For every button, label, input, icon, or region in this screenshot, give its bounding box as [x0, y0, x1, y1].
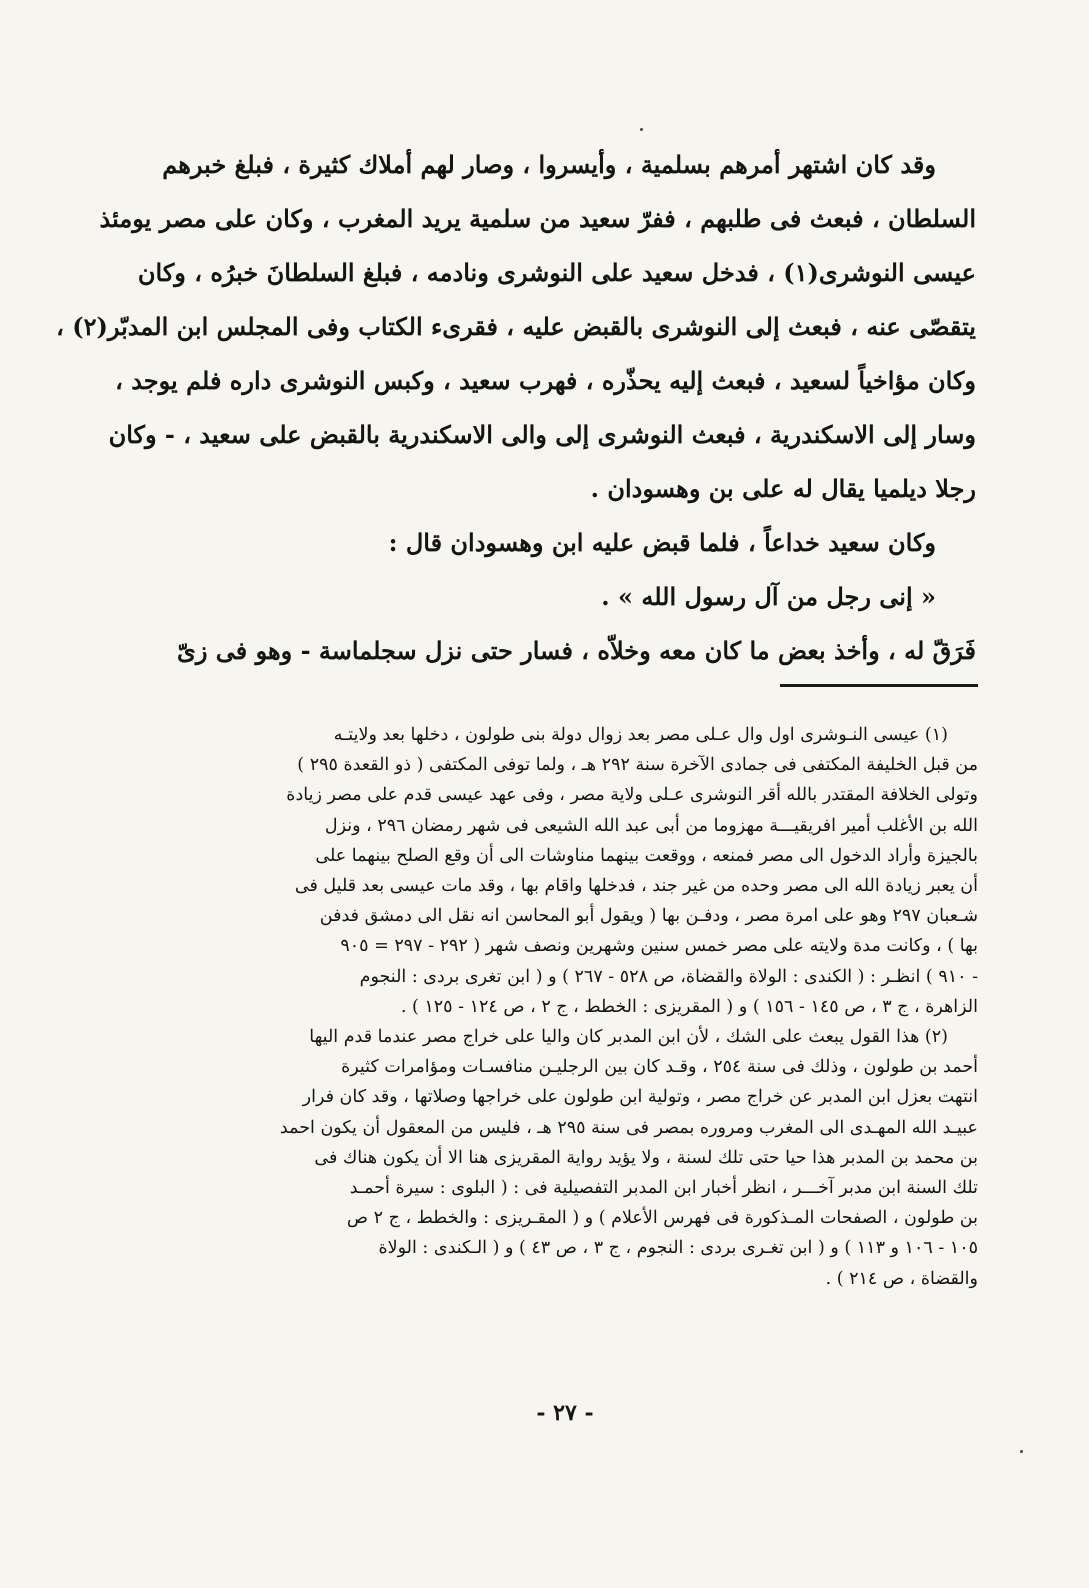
text-line: وكان سعيد خداعاً ، فلما قبض عليه ابن وهسودان قال : — [388, 528, 936, 557]
main-text — [56, 138, 976, 678]
footnotes — [118, 720, 978, 1294]
footnote-line: أن يعبر زيادة الله الى مصر وحده من غير جند ، فدخلها واقام بها ، وقد مات عيسى بعد قليل فى — [294, 876, 978, 897]
footnote-line: بها ) ، وكانت مدة ولايته على مصر خمس سنين وشهرين ونصف شهر ( ٢٩٢ - ٢٩٧ = ٩٠٥ — [340, 936, 978, 957]
text-line: يتقصّى عنه ، فبعث إلى النوشرى بالقبض عليه ، فقرىء الكتاب وفى المجلس ابن المدبّر(٢) ، — [56, 312, 976, 341]
page-number: - ٢٧ - — [536, 1400, 594, 1426]
footnote-line: (٢) هذا القول يبعث على الشك ، لأن ابن المدبر كان واليا على خراج مصر عندما قدم اليها — [309, 1027, 948, 1048]
footnote-line: انتهت بعزل ابن المدبر عن خراج مصر ، وتولية ابن طولون على خراجها وصلاتها ، وقد كان فرار — [302, 1087, 978, 1108]
footnote-line: بن محمد بن المدبر هذا حيا حتى تلك لسنة ، ولا يؤيد رواية المقريزى هنا الا أن يكون هناك فى — [314, 1147, 978, 1168]
footnote-line: عبيـد الله المهـدى الى المغرب ومروره بمصر فى سنة ٢٩٥ هـ ، فليس من المعقول أن يكون احمد — [279, 1117, 978, 1138]
footnote-line: وتولى الخلافة المقتدر بالله أقر النوشرى عـلى ولاية مصر ، وفى عهد عيسى قدم على مصر زيادة — [286, 785, 978, 806]
footnote-line: (١) عيسى النـوشرى اول وال عـلى مصر بعد زوال دولة بنى طولون ، دخلها بعد ولايتـه — [333, 725, 948, 745]
text-line: رجلا ديلميا يقال له على بن وهسودان . — [590, 474, 976, 503]
speck — [640, 128, 643, 131]
speck — [1020, 1450, 1023, 1453]
footnote-line: بالجيزة وأراد الدخول الى مصر فمنعه ، ووقعت بينهما مناوشات الى أن وقع الصلح بينهما على — [315, 845, 978, 866]
footnote-line: - ٩١٠ ) انظـر : ( الكندى : الولاة والقضاة، ص ٥٢٨ - ٢٦٧ ) و ( ابن تغرى بردى : النجوم — [359, 966, 978, 987]
text-line: فَرَقّ له ، وأخذ بعض ما كان معه وخلاّه ، فسار حتى نزل سجلماسة - وهو فى زىّ — [177, 636, 976, 665]
footnote-line: من قبل الخليفة المكتفى فى جمادى الآخرة سنة ٢٩٢ هـ ، ولما توفى المكتفى ( ذو القعدة ٢٩٥ ) — [297, 755, 978, 776]
text-line: السلطان ، فبعث فى طلبهم ، ففرّ سعيد من سلمية يريد المغرب ، وكان على مصر يومئذ — [99, 204, 976, 233]
text-line: عيسى النوشرى(١) ، فدخل سعيد على النوشرى ونادمه ، فبلغ السلطانَ خبرُه ، وكان — [137, 258, 976, 287]
text-line: « إنى رجل من آل رسول الله » . — [601, 582, 936, 611]
text-line: وقد كان اشتهر أمرهم بسلمية ، وأيسروا ، وصار لهم أملاك كثيرة ، فبلغ خبرهم — [162, 150, 936, 179]
footnote-line: شـعبان ٢٩٧ وهو على امرة مصر ، ودفـن بها ( ويقول أبو المحاسن انه نقل الى دمشق فدفن — [319, 906, 978, 927]
footnote-line: تلك السنة ابن مدبر آخـــر ، انظر أخبار ابن المدبر التفصيلية فى : ( البلوى : سيرة أحمـد — [349, 1178, 978, 1199]
footnote-line: ١٠٥ - ١٠٦ و ١١٣ ) و ( ابن تغـرى بردى : النجوم ، ج ٣ ، ص ٤٣ ) و ( الـكندى : الولاة — [378, 1238, 978, 1259]
footnote-line: أحمد بن طولون ، وذلك فى سنة ٢٥٤ ، وقـد كان بين الرجليـن منافسـات ومؤامرات كثيرة — [341, 1057, 978, 1078]
footnote-line: والقضاة ، ص ٢١٤ ) . — [825, 1268, 978, 1289]
footnote-line: الله بن الأغلب أمير افريقيـــة مهزوما من أبى عبد الله الشيعى فى شهر رمضان ٢٩٦ ، ونزل — [324, 815, 978, 836]
footnote-separator — [780, 684, 978, 687]
text-line: وسار إلى الاسكندرية ، فبعث النوشرى إلى والى الاسكندرية بالقبض على سعيد ، - وكان — [108, 420, 976, 449]
text-line: وكان مؤاخياً لسعيد ، فبعث إليه يحذّره ، فهرب سعيد ، وكبس النوشرى داره فلم يوجد ، — [115, 366, 976, 395]
footnote-line: الزاهرة ، ج ٣ ، ص ١٤٥ - ١٥٦ ) و ( المقريزى : الخطط ، ج ٢ ، ص ١٢٤ - ١٢٥ ) . — [400, 996, 978, 1017]
footnote-line: بن طولون ، الصفحات المـذكورة فى فهرس الأعلام ) و ( المقـريزى : والخطط ، ج ٢ ص — [346, 1208, 978, 1229]
